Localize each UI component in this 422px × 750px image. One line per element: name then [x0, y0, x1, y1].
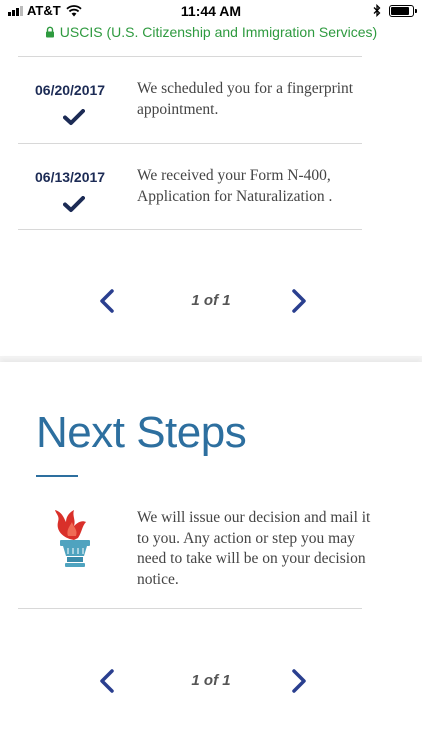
- page-count: [0, 292, 422, 309]
- page-current: 1: [191, 672, 200, 689]
- page-total: 1: [222, 672, 231, 689]
- page-of-label: of: [203, 292, 219, 309]
- clock: 11:44 AM: [180, 3, 242, 19]
- history-description: We received your Form N-400, Application for Naturalization .: [137, 167, 333, 205]
- chevron-right-icon[interactable]: [290, 669, 308, 693]
- history-description: We scheduled you for a fingerprint appointment.: [137, 80, 354, 118]
- battery-level: [391, 7, 409, 15]
- torch-icon: [52, 508, 98, 570]
- history-pager: [0, 287, 422, 317]
- page-count: [0, 672, 422, 689]
- site-name: USCIS (U.S. Citizenship and Immigration Services): [59, 24, 378, 40]
- history-date: 06/20/2017: [35, 82, 106, 98]
- divider: [18, 608, 362, 609]
- battery-icon: [389, 5, 414, 17]
- carrier-name: AT&T: [27, 3, 61, 18]
- next-steps-text: We will issue our decision and mail it to you. Any action or step you may need to take will be on your decision notice.: [137, 509, 371, 588]
- url-bar[interactable]: [0, 22, 422, 42]
- checkmark-icon: [63, 109, 85, 126]
- page-total: 1: [222, 292, 231, 309]
- page-current: 1: [191, 292, 200, 309]
- checkmark-icon: [63, 196, 85, 213]
- status-right: [373, 4, 414, 17]
- divider: [18, 56, 362, 57]
- next-steps-pager: [0, 667, 422, 697]
- history-date: 06/13/2017: [35, 169, 106, 185]
- chevron-right-icon[interactable]: [290, 289, 308, 313]
- lock-icon: [45, 26, 55, 38]
- title-underline: [36, 475, 78, 477]
- divider: [18, 143, 362, 144]
- next-steps-card: [0, 362, 422, 750]
- next-steps-title: Next Steps: [36, 408, 247, 457]
- history-item: [0, 82, 422, 168]
- status-bar: [0, 0, 422, 22]
- divider: [18, 229, 362, 230]
- page-of-label: of: [203, 672, 219, 689]
- case-history-card: [0, 42, 422, 356]
- bluetooth-icon: [373, 4, 381, 17]
- history-item: [0, 169, 422, 255]
